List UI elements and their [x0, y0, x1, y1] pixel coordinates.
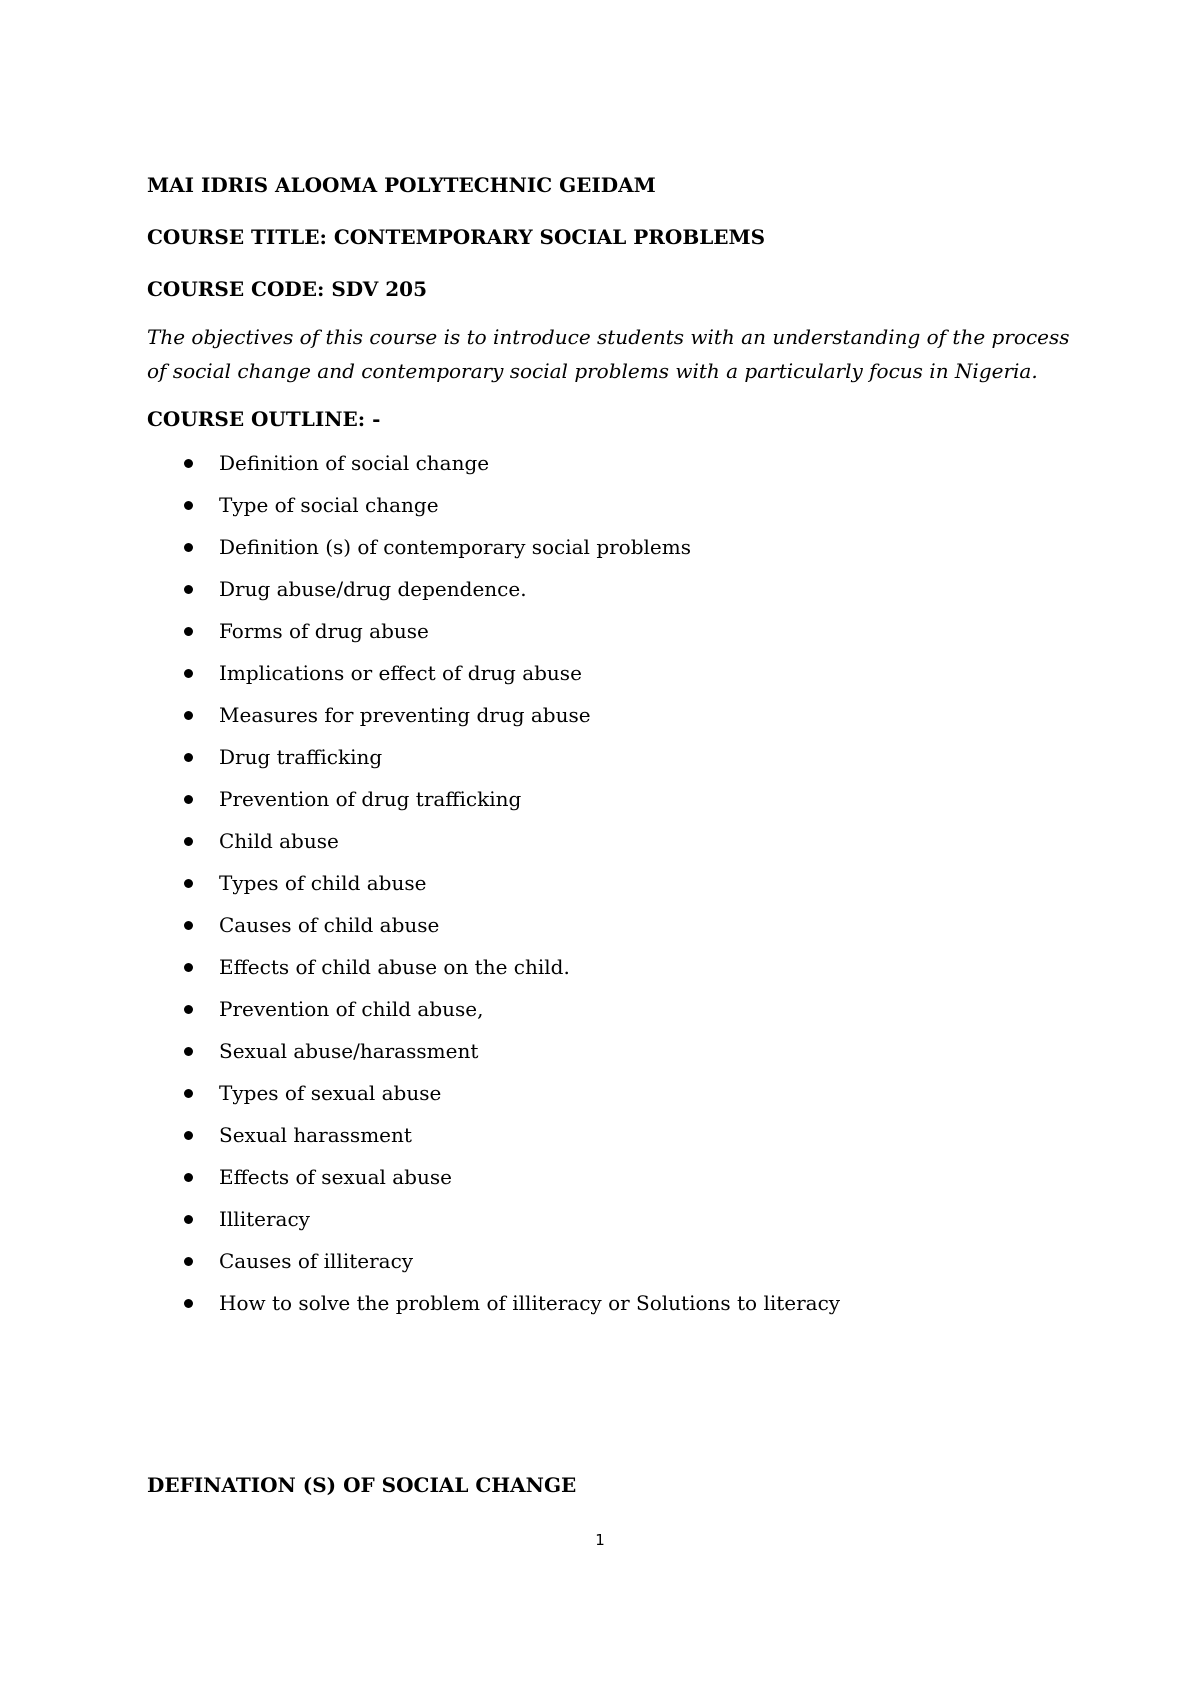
course-title: COURSE TITLE: CONTEMPORARY SOCIAL PROBLEMS [147, 225, 766, 249]
bullet-icon [184, 795, 193, 804]
outline-item [147, 1156, 1077, 1198]
document-body [147, 172, 1077, 1324]
outline-item-label: Types of child abuse [219, 871, 427, 895]
outline-item-label: Effects of sexual abuse [219, 1165, 452, 1189]
outline-item-label: Sexual abuse/harassment [219, 1039, 479, 1063]
outline-item-label: Sexual harassment [219, 1123, 412, 1147]
outline-item [147, 484, 1077, 526]
outline-item-label: Definition (s) of contemporary social problems [219, 535, 691, 559]
outline-item [147, 904, 1077, 946]
bullet-icon [184, 1047, 193, 1056]
bullet-icon [184, 711, 193, 720]
outline-item [147, 862, 1077, 904]
bullet-icon [184, 1005, 193, 1014]
outline-item [147, 820, 1077, 862]
outline-item [147, 526, 1077, 568]
outline-item [147, 1198, 1077, 1240]
outline-item-label: Causes of illiteracy [219, 1249, 414, 1273]
outline-item-label: How to solve the problem of illiteracy or Solutions to literacy [219, 1291, 841, 1315]
outline-item [147, 1240, 1077, 1282]
outline-item [147, 988, 1077, 1030]
bullet-icon [184, 627, 193, 636]
outline-item [147, 442, 1077, 484]
bullet-icon [184, 1257, 193, 1266]
outline-item [147, 568, 1077, 610]
outline-item [147, 610, 1077, 652]
course-outline-heading: COURSE OUTLINE: - [147, 407, 381, 431]
bullet-icon [184, 753, 193, 762]
outline-item [147, 652, 1077, 694]
outline-item-label: Forms of drug abuse [219, 619, 429, 643]
outline-item-label: Drug trafficking [219, 745, 383, 769]
bullet-icon [184, 543, 193, 552]
bullet-icon [184, 1215, 193, 1224]
outline-item [147, 946, 1077, 988]
outline-item-label: Prevention of child abuse, [219, 997, 484, 1021]
bullet-icon [184, 1089, 193, 1098]
outline-item-label: Types of sexual abuse [219, 1081, 442, 1105]
outline-item-label: Prevention of drug trafficking [219, 787, 522, 811]
bullet-icon [184, 921, 193, 930]
bullet-icon [184, 669, 193, 678]
outline-item [147, 694, 1077, 736]
outline-item [147, 1030, 1077, 1072]
outline-item [147, 1114, 1077, 1156]
outline-item-label: Measures for preventing drug abuse [219, 703, 591, 727]
outline-item-label: Drug abuse/drug dependence. [219, 577, 527, 601]
bullet-icon [184, 1131, 193, 1140]
outline-item-label: Child abuse [219, 829, 339, 853]
outline-item-label: Causes of child abuse [219, 913, 440, 937]
section-heading: DEFINATION (S) OF SOCIAL CHANGE [147, 1473, 577, 1497]
outline-item [147, 1072, 1077, 1114]
bullet-icon [184, 1299, 193, 1308]
outline-item-label: Illiteracy [219, 1207, 310, 1231]
outline-item-label: Definition of social change [219, 451, 490, 475]
bullet-icon [184, 501, 193, 510]
outline-item [147, 1282, 1077, 1324]
bullet-icon [184, 879, 193, 888]
outline-item [147, 736, 1077, 778]
outline-item-label: Implications or effect of drug abuse [219, 661, 582, 685]
bullet-icon [184, 585, 193, 594]
outline-item-label: Effects of child abuse on the child. [219, 955, 570, 979]
bullet-icon [184, 459, 193, 468]
page-number: 1 [595, 1531, 605, 1549]
course-outline-list [147, 442, 1077, 1324]
outline-item-label: Type of social change [219, 493, 439, 517]
bullet-icon [184, 963, 193, 972]
institution-name: MAI IDRIS ALOOMA POLYTECHNIC GEIDAM [147, 173, 656, 197]
bullet-icon [184, 837, 193, 846]
bullet-icon [184, 1173, 193, 1182]
outline-item [147, 778, 1077, 820]
course-objective: The objectives of this course is to introduce students with an understanding of the process of social change and contemporary social problems with a particularly focus in Nigeria. [147, 325, 1070, 383]
course-code: COURSE CODE: SDV 205 [147, 277, 427, 301]
